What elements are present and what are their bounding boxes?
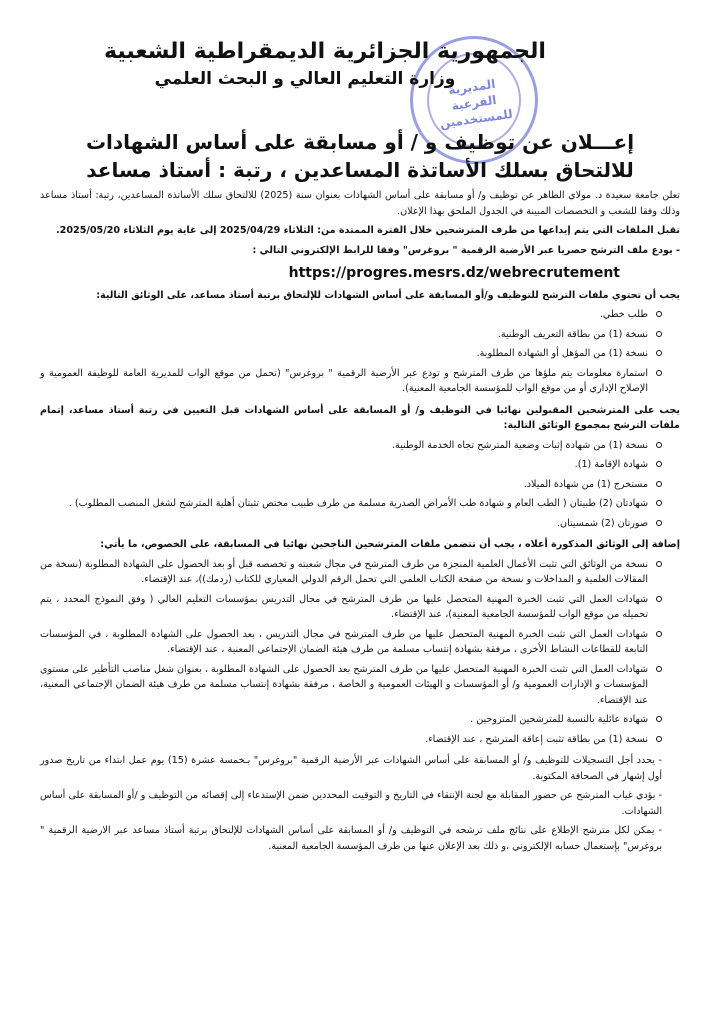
list-item: نسخة (1) من بطاقة تثبت إعاقة المترشح ، عند الإقتضاء. <box>40 732 662 748</box>
list-item: نسخة (1) من المؤهل أو الشهادة المطلوبة. <box>40 346 662 362</box>
list-item: شهادات العمل التي تثبت الخبرة المهنية المتحصل عليها من طرف المترشح في مجال التدريس بمؤسسات التعليم العالي ( وفق النموذج المحدد ، يتم تحميله من موقع الواب للمؤسسة الجامعية المعنية)، عند الإقتضاء. <box>40 592 662 623</box>
note-results-access: - يمكن لكل مترشح الإطلاع على نتائج ملف ترشحه في التوظيف و/ أو المسابقة على أساس الشهادات للإلتحاق برتبة أستاذ مساعد عبر الارضية الرقمية " بروغرس" بإستعمال حسابه الإلكتروني ،و ذلك بعد الإعلان عنها من طرف المؤسسة الجامعية المعنية. <box>40 825 662 852</box>
deposit-period: تقبل الملفات التي يتم إيداعها من طرف المترشحين خلال الفترة الممتدة من: الثلاثاء 2025/04/29 إلى غاية يوم الثلاثاء 2025/05/20. <box>56 225 680 236</box>
note-registration-deadline: - يحدد أجل التسجيلات للتوظيف و/ أو المسابقة على أساس الشهادات عبر الأرضية الرقمية "بروغرس" بـخمسة عشرة (15) يوم عمل ابتداء من تاريخ صدور أول إشهار في الصحافة المكتوبة. <box>40 755 662 782</box>
section2-list <box>40 438 680 532</box>
list-item: شهادة عائلية بالنسبة للمترشحين المتزوجين . <box>40 712 662 728</box>
section1-list <box>40 307 680 397</box>
ministry-name: وزارة التعليم العالي و البحث العلمي <box>154 69 456 89</box>
announcement-title <box>60 128 660 184</box>
list-item: نسخة (1) من بطاقة التعريف الوطنية. <box>40 327 662 343</box>
list-item: شهادة الإقامة (1). <box>40 457 662 473</box>
list-item: نسخة (1) من شهادة إثبات وضعية المترشح تجاه الخدمة الوطنية. <box>40 438 662 454</box>
stamp-line-2: الفرعية للمستخدمين <box>438 92 514 131</box>
section3-list <box>40 557 680 748</box>
title-line-1: إعـــلان عن توظيف و / أو مسابقة على أساس الشهادات <box>85 130 635 154</box>
list-item: شهادتان (2) طبيتان ( الطب العام و شهادة طب الأمراض الصدرية مسلمة من طرف طبيب مختص تثبتان أهلية المترشح لشغل المنصب المطلوب) . <box>40 496 662 512</box>
note-interview-absence: - يؤدي غياب المترشح عن حضور المقابلة مع لجنة الإنتقاء في التاريخ و التوقيت المحددين ضمن الإستدعاء إلى إقصائه من التوظيف و /أو المسابقة على أساس الشهادات. <box>40 790 662 817</box>
list-item: شهادات العمل التي تثبت الخبرة المهنية المتحصل عليها من طرف المترشح في مجال التدريس ، بعد الحصول على الشهادة المطلوبة ، في المؤسسات التابعة للقطاعات النشاط الأخرى ، مرفقة بشهادة إنتساب مسلمة من طرف هيئة الضمان الإجتماعي المعنية ، عند الإقتضاء. <box>40 627 662 658</box>
list-item: نسخة من الوثائق التي تثبت الأعمال العلمية المنجزة من طرف المترشح في مجال شعبته و تخصصه قبل أو بعد الحصول على الشهادة المطلوبة (نسخة من المقالات العلمية و المداخلات و نسخة من صفحة الكتاب العلمي التي تحمل الرقم الدولي المعياري للكتاب (ردمك))، عند الإقتضاء. <box>40 557 662 588</box>
recruitment-url-link[interactable]: https://progres.mesrs.dz/webrecrutement <box>288 265 620 281</box>
stamp-line-1: المديرية <box>447 76 497 98</box>
deposit-instruction: - يودع ملف الترشح حصريا عبر الأرضية الرقمية " بروغرس" وفقا للرابط الإلكتروني التالي : <box>252 244 680 256</box>
intro-paragraph: تعلن جامعة سعيدة د. مولاي الطاهر عن توظيف و/ أو مسابقة على أساس الشهادات بعنوان سنة (2025) للالتحاق سلك الأساتذة المساعدين، رتبة: أستاذ مساعد وذلك وفقا للشعب و التخصصات المبينة في الجدول الملحق بهذا الإعلان. <box>40 190 680 217</box>
section2-intro: يجب على المترشحين المقبولين نهائيا في التوظيف و/ أو المسابقة على أساس الشهادات قبل التعيين في رتبة أستاذ مساعد، إتمام ملفات الترشح بمجموع الوثائق التالية: <box>40 404 680 431</box>
document-header <box>0 38 720 90</box>
republic-name: الجمهورية الجزائرية الديمقراطية الشعبية <box>104 39 546 64</box>
section1-intro: يجب أن تحتوي ملفات الترشح للتوظيف و/أو المسابقة على أساس الشهادات للإلتحاق برتبة أستاذ مساعد، على الوثائق التالية: <box>96 289 680 301</box>
list-item: مستخرج (1) من شهادة الميلاد. <box>40 477 662 493</box>
announcement-body <box>40 188 680 858</box>
list-item: طلب خطي. <box>40 307 662 323</box>
section3-intro: إضافة إلى الوثائق المذكورة أعلاه ، يجب أن تتضمن ملفات المترشحين الناجحين نهائيا في المسابقة، على الخصوص، ما يأتي: <box>100 539 680 550</box>
list-item: صورتان (2) شمسيتان. <box>40 516 662 532</box>
title-line-2: للالتحاق بسلك الأساتذة المساعدين ، رتبة : أستاذ مساعد <box>86 158 634 182</box>
list-item: شهادات العمل التي تثبت الخبرة المهنية المتحصل عليها من طرف المترشح بعد الحصول على الشهادة المطلوبة ، بعنوان شغل مناصب التأطير على مستوى المؤسسات و الإدارات العمومية و/ أو المؤسسات و الهيئات العمومية و الخاصة ، مرفقة بشهادة إنتساب مسلمة من طرف هيئة الضمان الإجتماعي المعنية، عند الإقتضاء. <box>40 662 662 709</box>
list-item: استمارة معلومات يتم ملؤها من طرف المترشح و تودع عبر الأرضية الرقمية " بروغرس" (تحمل من موقع الواب للمديرية العامة للوظيفة العمومية و الإصلاح الإداري أو من موقع الواب للمؤسسة الجامعية المعنية). <box>40 366 662 397</box>
